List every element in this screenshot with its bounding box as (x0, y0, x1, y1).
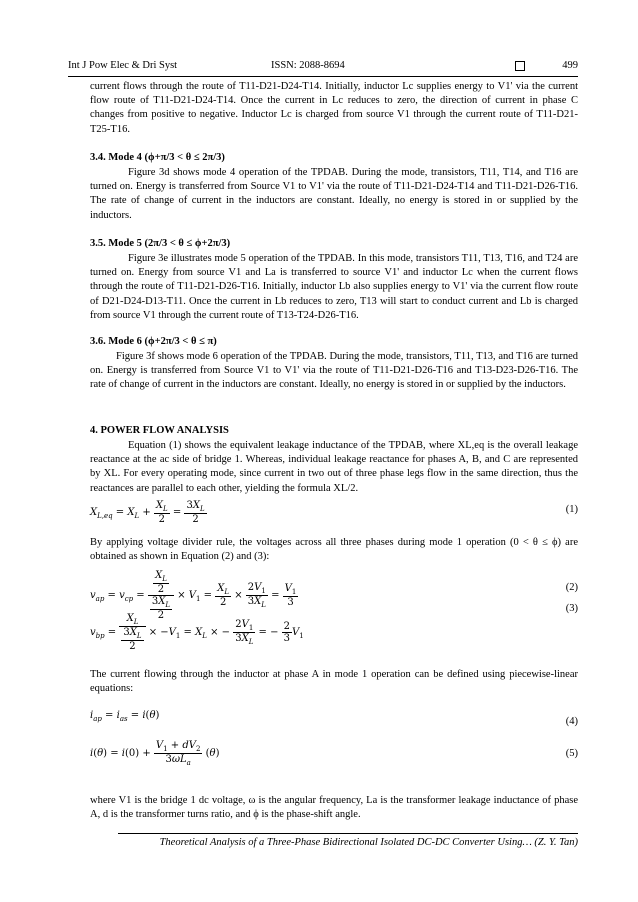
equation-2-body: $v_{ap} = v_{cp}$ = $\frac{\frac{X_L}{2}}{\frac{3X_L}{2}}$ × $V_1$ = $\frac{X_L}{2}$ × $\frac{2V_1}{3X_L}$ = $\frac{V_1}{3}$ (90, 570, 297, 621)
equation-5 (90, 738, 578, 774)
equation-2-number: (2) (565, 582, 578, 593)
equation-5-body: i(θ) = i(0) + $\frac{V_1 + dV_2}{3\omega L_a}$ (θ) (90, 740, 220, 767)
equation-4-number: (4) (565, 716, 578, 727)
intro-paragraph (90, 80, 578, 137)
equation-3-body: $v_{bp}$ = $\frac{X_L}{\frac{3X_L}{2}}$ × $-V_1 = X_L$ × − $\frac{2V_1}{3X_L}$ = − $\frac{2}{3}$ $V_1$ (90, 613, 304, 652)
equation-3 (90, 603, 578, 652)
equation-1-number: (1) (565, 504, 578, 515)
mode4-text: Figure 3d shows mode 4 operation of the TPDAB. During the mode, transistors, T11, T14, and T16 are turned on. Energy is transferred from Source V1 to V1' via the route of T11-D21-D24-T14 and T11-D21-D26-T16. The rate of change of current in the inductors are constant. Ideally, no energy is stored in or supplied by the inductors. (90, 167, 578, 221)
where-paragraph (90, 794, 578, 822)
checkbox-icon (515, 61, 525, 71)
equation-5-number: (5) (565, 748, 578, 759)
current-text: The current flowing through the inductor at phase A in mode 1 operation can be defined using piecewise-linear equations: (90, 669, 578, 695)
power-flow-heading: 4. POWER FLOW ANALYSIS (90, 425, 229, 436)
mode4-body (90, 166, 578, 223)
running-footer: Theoretical Analysis of a Three-Phase Bidirectional Isolated DC-DC Converter Using… (Z. Y. Tan) (159, 837, 578, 848)
mode5-text: Figure 3e illustrates mode 5 operation of the TPDAB. In this mode, transistors T11, T13, T16, and T24 are turned on. Energy from source V1 and La is transferred to source V1' and inductor Lc when the current flows through the route of T11-D21-D26-T16. Initially, inductor Lb also supplies energy to V1' via the current flow route of D21-D24-D13-T11. Once the current in Lb reduces to zero, T13 will start to conduct current and Lb is charged from source V1 through the current route of T13-T24-D26-T16. (90, 253, 578, 321)
current-paragraph (90, 668, 578, 696)
intro-text: current flows through the route of T11-D21-D24-T14. Initially, inductor Lc supplies energy to V1' via the current flow route of T11-D21-D24-T14. Once the current in Lc reduces to zero, the direction of current in phase C changes from positive to negative. Inductor Lc is charged from source V1 through the current route of T11-D21-T25-T16. (90, 81, 578, 135)
header-rule (68, 76, 578, 77)
page-number: 499 (562, 60, 578, 71)
equation-1-body: $X_{L,eq} = X_L$ + $\frac{X_L}{2}$ = $\frac{3X_L}{2}$ (90, 500, 205, 525)
footer-rule (118, 833, 578, 834)
where-text: where V1 is the bridge 1 dc voltage, ω is the angular frequency, La is the transformer leakage inductance of phase A, d is the transformer turns ratio, and ϕ is the phase-shift angle. (90, 795, 578, 821)
mode5-heading: 3.5. Mode 5 (2π/3 < θ ≤ ϕ+2π/3) (90, 238, 231, 249)
power-flow-body (90, 439, 578, 496)
mode4-heading: 3.4. Mode 4 (ϕ+π/3 < θ ≤ 2π/3) (90, 152, 225, 163)
divider-text: By applying voltage divider rule, the voltages across all three phases during mode 1 operation (0 < θ ≤ ϕ) are obtained as shown in Equation (2) and (3): (90, 537, 578, 563)
power-flow-text: Equation (1) shows the equivalent leakage inductance of the TPDAB, where XL,eq is the overall leakage reactance at the ac side of bridge 1. Whereas, individual leakage reactance for phases A, B, and C are represented by XL. For every operating mode, since current in two out of three phase legs flow in the same direction, thus the reactances are parallel to each other, yielding the formula XL/2. (90, 440, 578, 494)
mode5-body (90, 252, 578, 323)
equation-1 (90, 500, 578, 525)
equation-4 (90, 710, 578, 728)
mode6-body (90, 350, 578, 393)
mode6-text: Figure 3f shows mode 6 operation of the TPDAB. During the mode, transistors, T11, T13, and T16 are turned on. Energy is transferred from Source V1 to V1' via the route of T11-D21-D26-T16 and T13-D23-D26-T16. The rate of change of current in the inductors are constant. Ideally, no energy is stored in or supplied by the inductors. (90, 351, 578, 391)
mode6-heading: 3.6. Mode 6 (ϕ+2π/3 < θ ≤ π) (90, 336, 217, 347)
running-header (68, 58, 578, 74)
issn: ISSN: 2088-8694 (271, 60, 345, 71)
journal-name: Int J Pow Elec & Dri Syst (68, 60, 178, 71)
equation-4-body: $i_{ap} = i_{as} = i(\theta)$ (90, 710, 160, 723)
equation-3-number: (3) (565, 603, 578, 614)
